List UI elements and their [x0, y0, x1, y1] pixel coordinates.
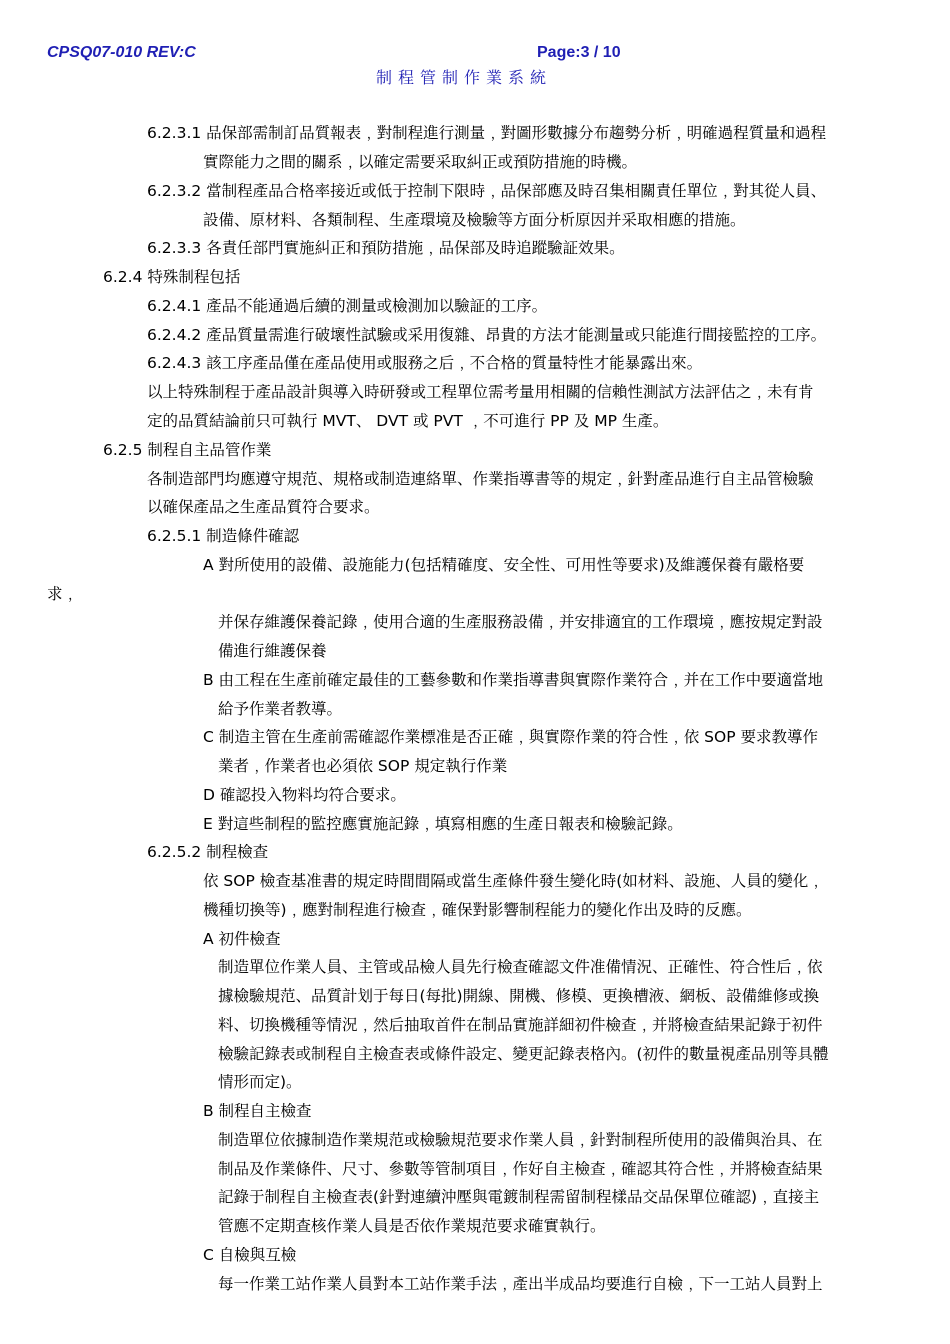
text-line: B 由工程在生產前確定最佳的工藝參數和作業指導書與實際作業符合﹐并在工作中要適當地 — [203, 671, 824, 689]
text-line: 機種切換等)﹐應對制程進行檢查﹐確保對影響制程能力的變化作出及時的反應。 — [203, 901, 752, 919]
text-line: 記錄于制程自主檢查表(針對連續沖壓與電鍍制程需留制程樣品交品保單位確認)﹐直接主 — [218, 1188, 820, 1206]
page-number: Page:3 / 10 — [537, 44, 621, 61]
text-line: 6.2.3.1 品保部需制訂品質報表﹐對制程進行測量﹐對圖形數據分布趨勢分析﹐明確過程質量和過程 — [147, 124, 827, 142]
text-line: 料、切換機種等情況﹐然后抽取首件在制品實施詳細初件檢查﹐并將檢查結果記錄于初件 — [218, 1016, 823, 1034]
text-line: 業者﹐作業者也必須依 SOP 規定執行作業 — [218, 757, 508, 775]
text-line: 6.2.4.3 該工序產品僅在產品使用或服務之后﹐不合格的質量特性才能暴露出來。 — [147, 354, 703, 372]
text-line: 并保存維護保養記錄﹐使用合適的生產服務設備﹐并安排適宜的工作環境﹐應按規定對設 — [218, 613, 823, 631]
text-line: B 制程自主檢查 — [203, 1102, 312, 1120]
text-line: A 對所使用的設備、設施能力(包括精確度、安全性、可用性等要求)及維護保養有嚴格要 — [203, 556, 805, 574]
subsection-heading: 6.2.5.2 制程檢查 — [147, 843, 269, 861]
text-line: 依 SOP 檢查基准書的規定時間間隔或當生產條件發生變化時(如材料、設施、人員的變化﹐ — [203, 872, 824, 890]
text-line: 制品及作業條件、尺寸、參數等管制項目﹐作好自主檢查﹐確認其符合性﹐并將檢查結果 — [218, 1160, 823, 1178]
text-line: 以上特殊制程于產品設計與導入時研發或工程單位需考量用相關的信賴性測試方法評估之﹐未有肯 — [147, 383, 814, 401]
text-line: C 制造主管在生產前需確認作業標准是否正確﹐與實際作業的符合性﹐依 SOP 要求教導作 — [203, 728, 818, 746]
text-line: 每一作業工站作業人員對本工站作業手法﹐產出半成品均要進行自檢﹐下一工站人員對上 — [218, 1275, 823, 1293]
text-line: 求﹐ — [47, 585, 79, 603]
document-code: CPSQ07-010 REV:C — [47, 44, 196, 61]
text-line: 定的品質結論前只可執行 MVT、 DVT 或 PVT ﹐不可進行 PP 及 MP 生產。 — [147, 412, 669, 430]
section-heading: 6.2.4 特殊制程包括 — [103, 268, 241, 286]
text-line: 制造單位依據制造作業規范或檢驗規范要求作業人員﹐針對制程所使用的設備與治具、在 — [218, 1131, 823, 1149]
text-line: 6.2.3.2 當制程產品合格率接近或低于控制下限時﹐品保部應及時召集相關責任單位﹐對其從人員、 — [147, 182, 827, 200]
text-line: E 對這些制程的監控應實施記錄﹐填寫相應的生產日報表和檢驗記錄。 — [203, 815, 683, 833]
text-line: 6.2.4.2 產品質量需進行破壞性試驗或采用復雜、昂貴的方法才能測量或只能進行間接監控的工序。 — [147, 326, 827, 344]
text-line: 備進行維護保養 — [218, 642, 327, 660]
text-line: 6.2.3.3 各責任部門實施糾正和預防措施﹐品保部及時追蹤驗証效果。 — [147, 239, 625, 257]
text-line: 據檢驗規范、品質計划于每日(每批)開線、開機、修模、更換槽液、網板、設備維修或換 — [218, 987, 820, 1005]
text-line: 情形而定)。 — [218, 1073, 302, 1091]
text-line: 管應不定期查核作業人員是否依作業規范要求確實執行。 — [218, 1217, 606, 1235]
text-line: 各制造部門均應遵守規范、規格或制造連絡單、作業指導書等的規定﹐針對產品進行自主品管檢驗 — [147, 470, 814, 488]
text-line: 以確保產品之生產品質符合要求。 — [147, 498, 380, 516]
document-title: 制程管制作業系統 — [376, 68, 553, 87]
text-line: C 自檢與互檢 — [203, 1246, 297, 1264]
text-line: 6.2.4.1 產品不能通過后續的測量或檢測加以驗証的工序。 — [147, 297, 548, 315]
section-heading: 6.2.5 制程自主品管作業 — [103, 441, 272, 459]
text-line: 實際能力之間的關系﹐以確定需要采取糾正或預防措施的時機。 — [203, 153, 638, 171]
text-line: 制造單位作業人員、主管或品檢人員先行檢查確認文件准備情況、正確性、符合性后﹐依 — [218, 958, 823, 976]
text-line: 給予作業者教導。 — [218, 700, 343, 718]
text-line: 檢驗記錄表或制程自主檢查表或條件設定、變更記錄表格內。(初件的數量視產品別等具體 — [218, 1045, 829, 1063]
text-line: 設備、原材料、各類制程、生產環境及檢驗等方面分析原因并采取相應的措施。 — [203, 211, 746, 229]
text-line: A 初件檢查 — [203, 930, 281, 948]
text-line: D 確認投入物料均符合要求。 — [203, 786, 406, 804]
subsection-heading: 6.2.5.1 制造條件確認 — [147, 527, 300, 545]
